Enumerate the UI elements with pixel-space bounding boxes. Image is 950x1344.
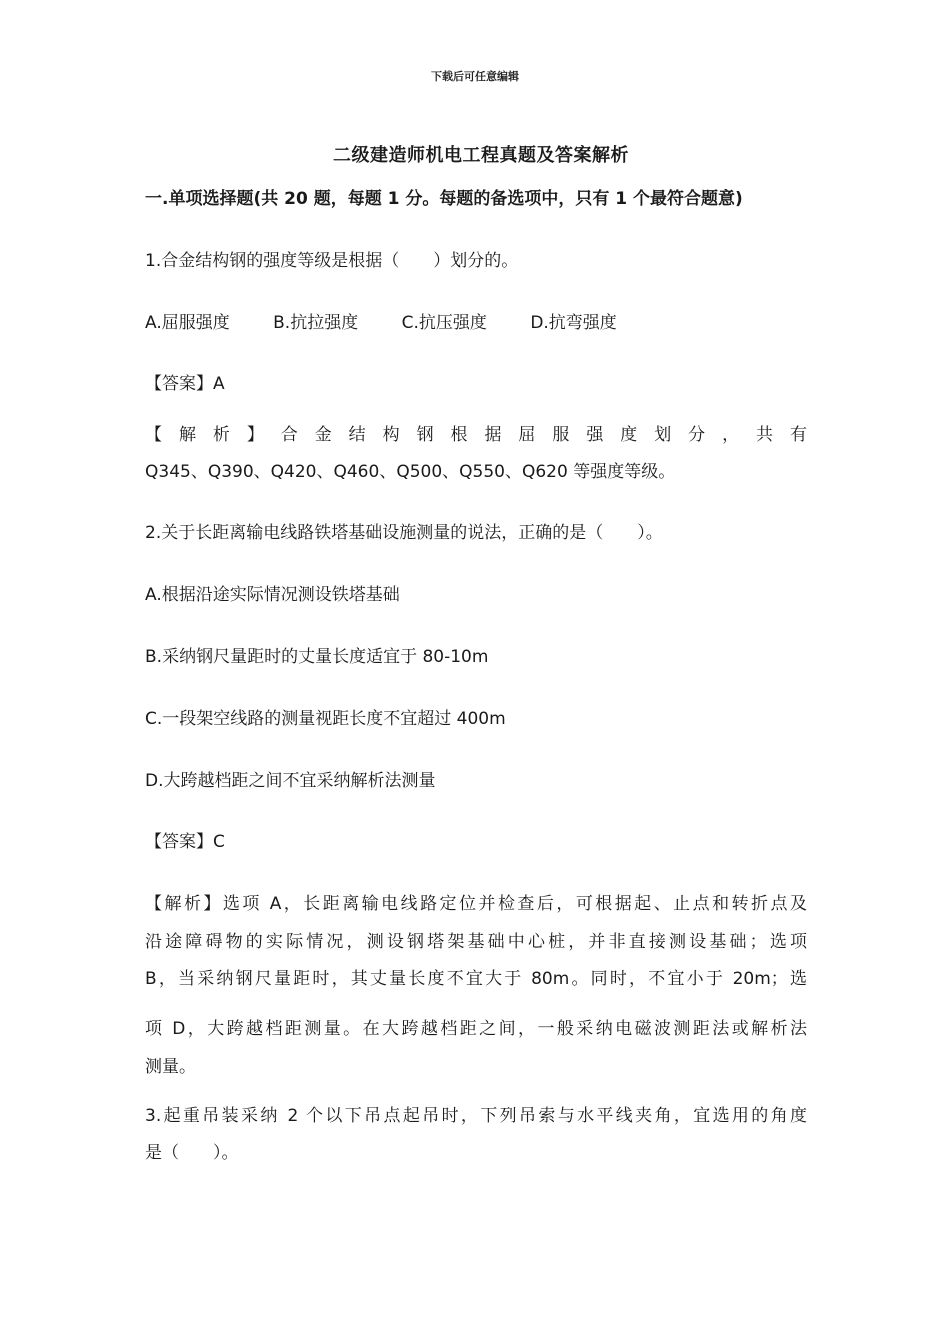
document-title: 二级建造师机电工程真题及答案解析 — [333, 145, 629, 166]
question-1-answer: 【答案】A — [145, 374, 225, 394]
question-1-options — [145, 312, 617, 334]
question-1-analysis-line-1: 【 解 析 】 合 金 结 构 钢 根 据 屈 服 强 度 划 分 ， 共 有 — [145, 425, 807, 445]
question-1-analysis-line-2: Q345、Q390、Q420、Q460、Q500、Q550、Q620 等强度等级。 — [145, 462, 676, 482]
question-2-option-d: D.大跨越档距之间不宜采纳解析法测量 — [145, 771, 436, 791]
question-2-answer: 【答案】C — [145, 832, 225, 852]
question-3-stem-line-1: 3.起重吊装采纳 2 个以下吊点起吊时，下列吊索与水平线夹角，宜选用的角度 — [145, 1106, 807, 1126]
question-2-stem: 2.关于长距离输电线路铁塔基础设施测量的说法，正确的是（ ）。 — [145, 523, 663, 543]
header-note: 下载后可任意编辑 — [431, 70, 519, 83]
question-3-stem-line-2: 是（ ）。 — [145, 1143, 239, 1163]
question-2-analysis-line-3: B，当采纳钢尺量距时，其丈量长度不宜大于 80m。同时，不宜小于 20m；选 — [145, 969, 807, 989]
question-2-option-b: B.采纳钢尺量距时的丈量长度适宜于 80-10m — [145, 647, 489, 667]
question-2-analysis-line-4: 项 D，大跨越档距测量。在大跨越档距之间，一般采纳电磁波测距法或解析法 — [145, 1019, 807, 1039]
question-1-option-a: A.屈服强度 — [145, 313, 230, 333]
question-2-option-c: C.一段架空线路的测量视距长度不宜超过 400m — [145, 709, 506, 729]
question-2-analysis-line-2: 沿途障碍物的实际情况，测设钢塔架基础中心桩，并非直接测设基础；选项 — [145, 932, 807, 952]
question-1-stem: 1.合金结构钢的强度等级是根据（ ）划分的。 — [145, 251, 519, 271]
question-1-option-b: B.抗拉强度 — [273, 313, 359, 333]
question-1-option-d: D.抗弯强度 — [530, 313, 617, 333]
question-2-analysis-line-5: 测量。 — [145, 1057, 196, 1077]
question-1-option-c: C.抗压强度 — [401, 313, 487, 333]
section-heading: 一.单项选择题(共 20 题，每题 1 分。每题的备选项中，只有 1 个最符合题意) — [145, 189, 743, 209]
question-2-analysis-line-1: 【解析】选项 A，长距离输电线路定位并检查后，可根据起、止点和转折点及 — [145, 894, 807, 914]
question-2-option-a: A.根据沿途实际情况测设铁塔基础 — [145, 585, 400, 605]
